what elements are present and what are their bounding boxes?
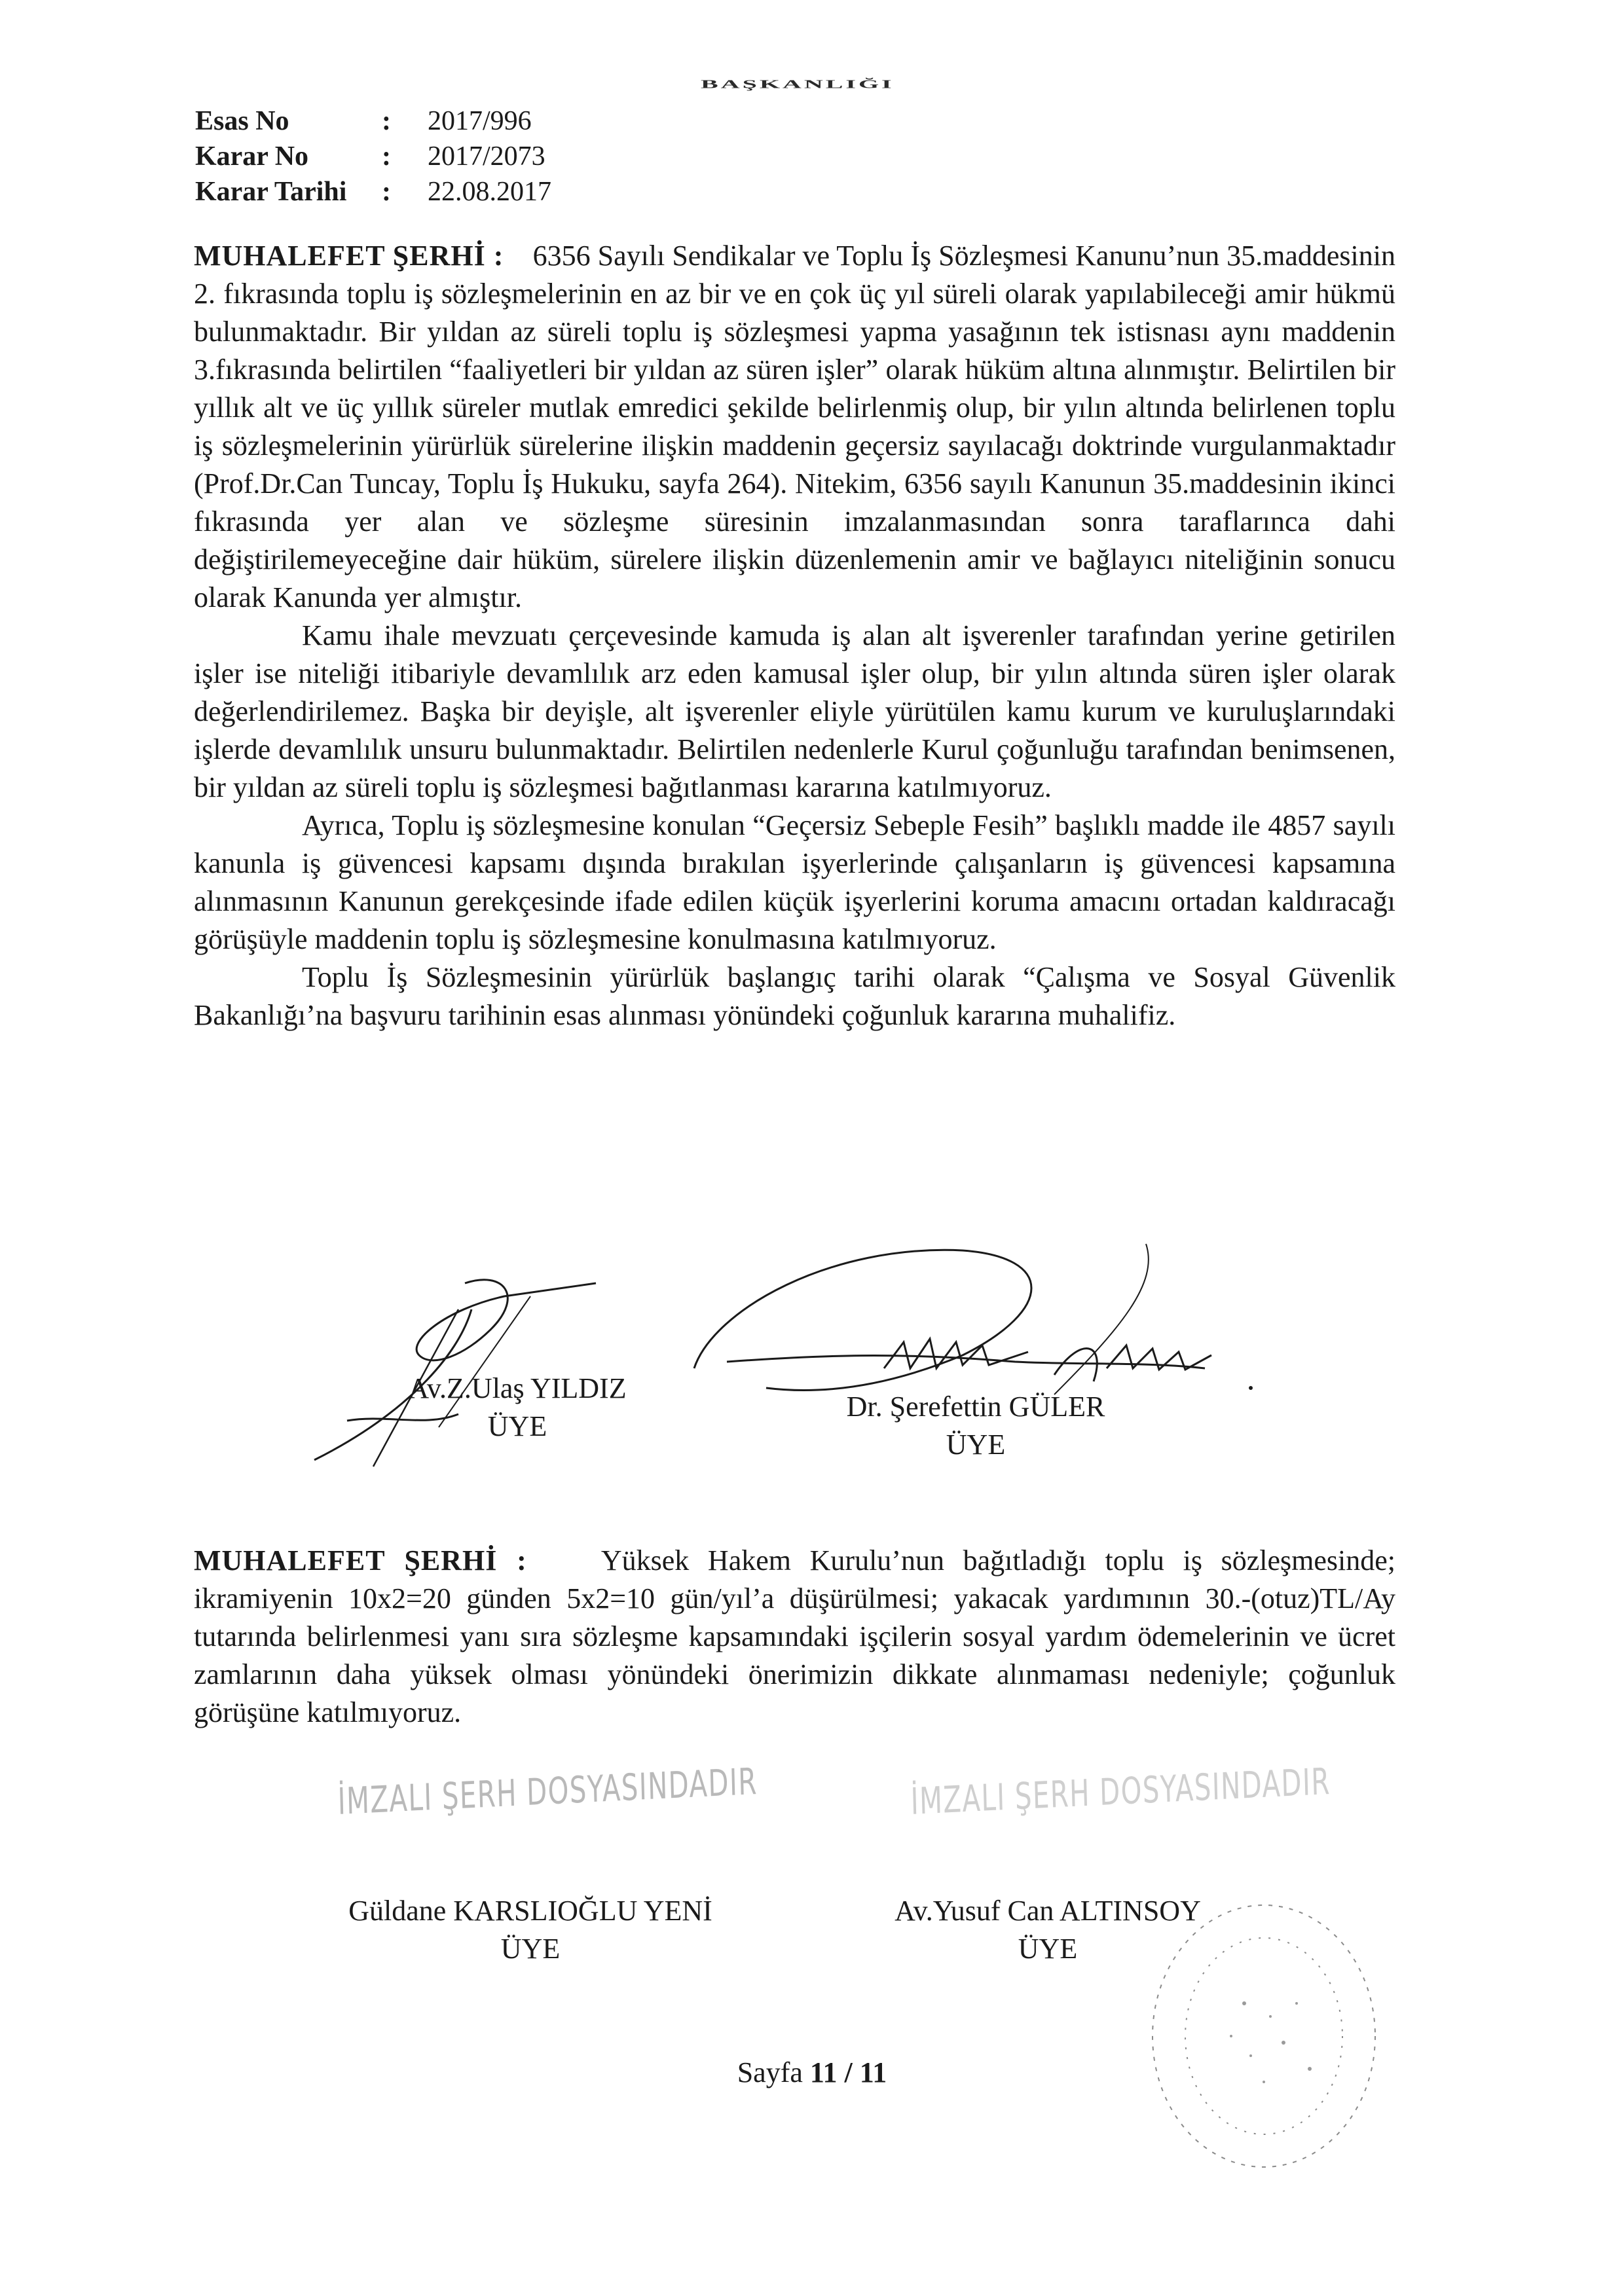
dissent-section-2: [194, 1542, 1395, 1732]
signatory-name: Güldane KARSLIOĞLU YENİ: [348, 1895, 712, 1927]
top-stamp-fragment: BAŞKANLIĞI: [701, 77, 895, 91]
page-total: 11: [859, 2056, 887, 2088]
signatory-name: Av.Yusuf Can ALTINSOY: [895, 1895, 1201, 1927]
signatory-name: Dr. Şerefettin GÜLER: [846, 1391, 1105, 1423]
official-seal-icon: [1113, 1872, 1401, 2187]
meta-row-esas: [195, 103, 551, 139]
meta-row-tarih: [195, 174, 551, 210]
page-footer: [0, 2056, 1624, 2089]
signatory-role: ÜYE: [946, 1429, 1006, 1461]
dissent-paragraph: Ayrıca, Toplu iş sözleşmesine konulan “Geçersiz Sebeple Fesih” başlıklı madde ile 4857 sayılı kanunla iş güvencesi kapsamı dışında bırakılan işyerlerinde çalışanların iş güvencesi kapsamına alınmasının Kanunun gerekçesinde ifade edilen küçük işyerlerini koruma amacını ortadan kaldıracağı görüşüyle maddenin toplu iş sözleşmesine konulmasına katılmıyoruz.: [194, 809, 1395, 955]
signed-dissent-stamp-right: İMZALI ŞERH DOSYASINDADIR: [910, 1760, 1331, 1823]
signatory-role: ÜYE: [500, 1933, 561, 1965]
dissent-section-1: [194, 237, 1395, 1034]
meta-label: Karar Tarihi: [195, 177, 347, 207]
meta-label: Esas No: [195, 106, 289, 136]
meta-colon: :: [382, 177, 391, 207]
signatory-name: Av.Z.Ulaş YILDIZ: [408, 1372, 627, 1404]
meta-row-karar: [195, 139, 551, 174]
meta-value: 22.08.2017: [428, 177, 551, 207]
signatory-role: ÜYE: [1018, 1933, 1078, 1965]
page-label: Sayfa: [737, 2056, 803, 2088]
meta-label: Karar No: [195, 141, 309, 172]
paragraph-text: 6356 Sayılı Sendikalar ve Toplu İş Sözleşmesi Kanunu’nun 35.maddesinin 2. fıkrasında toplu iş sözleşmelerinin en az bir ve en çok üç yıl süreli olarak yapılabileceği amir hükmü bulunmaktadır. Bir yıldan az süreli toplu iş sözleşmesi yapma yasağının tek istisnası aynı maddenin 3.fıkrasında belirtilen “faaliyetleri bir yıldan az süren işler” olarak hüküm altına alınmıştır. Belirtilen bir yıllık alt ve üç yıllık süreler mutlak emredici şekilde belirlenmiş olup, bir yılın altında belirlenen toplu iş sözleşmelerinin yürürlük sürelerine ilişkin maddenin geçersiz sayılacağı doktrinde vurgulanmaktadır (Prof.Dr.Can Tuncay, Toplu İş Hukuku, sayfa 264). Nitekim, 6356 sayılı Kanunun 35.maddesinin ikinci fıkrasında yer alan ve sözleşme süresinin imzalanmasından sonra taraflarınca dahi değiştirilemeyeceğine dair hüküm, sürelere ilişkin düzenlemenin amir ve bağlayıcı niteliğinin sonucu olarak Kanunda yer almıştır.: [194, 240, 1396, 613]
signature-block-2: [805, 1388, 1146, 1464]
signed-dissent-stamp-left: İMZALI ŞERH DOSYASINDADIR: [337, 1760, 758, 1823]
dissent-heading: MUHALEFET ŞERHİ :: [194, 1544, 527, 1576]
signatory-role: ÜYE: [487, 1410, 547, 1442]
page-current: 11: [809, 2056, 838, 2088]
dissent-paragraph: [194, 1542, 1395, 1732]
dissent-paragraph: [194, 237, 1395, 617]
meta-colon: :: [382, 106, 391, 136]
meta-colon: :: [382, 141, 391, 172]
case-meta: [195, 103, 551, 210]
signature-block-3: [295, 1892, 766, 1968]
signature-block-1: [347, 1370, 688, 1446]
meta-value: 2017/2073: [428, 141, 545, 172]
page-separator: /: [844, 2056, 853, 2088]
dissent-paragraph: Toplu İş Sözleşmesinin yürürlük başlangıç tarihi olarak “Çalışma ve Sosyal Güvenlik Bakanlığı’na başvuru tarihinin esas alınması yönündeki çoğunluk kararına muhalifiz.: [194, 961, 1395, 1031]
meta-value: 2017/996: [428, 106, 532, 136]
dissent-paragraph: Kamu ihale mevzuatı çerçevesinde kamuda iş alan alt işverenler tarafından yerine getirilen işler ise niteliği itibariyle devamlılık arz eden kamusal işler olup, bir yılın altında süren işler olarak değerlendirilemez. Başka bir deyişle, alt işverenler eliyle yürütülen kamu kurum ve kuruluşlarındaki işlerde devamlılık unsuru bulunmaktadır. Belirtilen nedenlerle Kurul çoğunluğu tarafından benimsenen, bir yıldan az süreli toplu iş sözleşmesi bağıtlanması kararına katılmıyoruz.: [194, 619, 1395, 803]
dissent-heading: MUHALEFET ŞERHİ :: [194, 240, 504, 272]
paragraph-text: Yüksek Hakem Kurulu’nun bağıtladığı toplu iş sözleşmesinde; ikramiyenin 10x2=20 günden 5x2=10 gün/yıl’a düşürülmesi; yakacak yardımının 30.-(otuz)TL/Ay tutarında belirlenmesi yanı sıra sözleşme kapsamındaki işçilerin sosyal yardım ödemelerinin ve ücret zamlarının daha yüksek olması yönündeki önerimizin dikkate alınmaması nedeniyle; çoğunluk görüşüne katılmıyoruz.: [194, 1544, 1396, 1728]
